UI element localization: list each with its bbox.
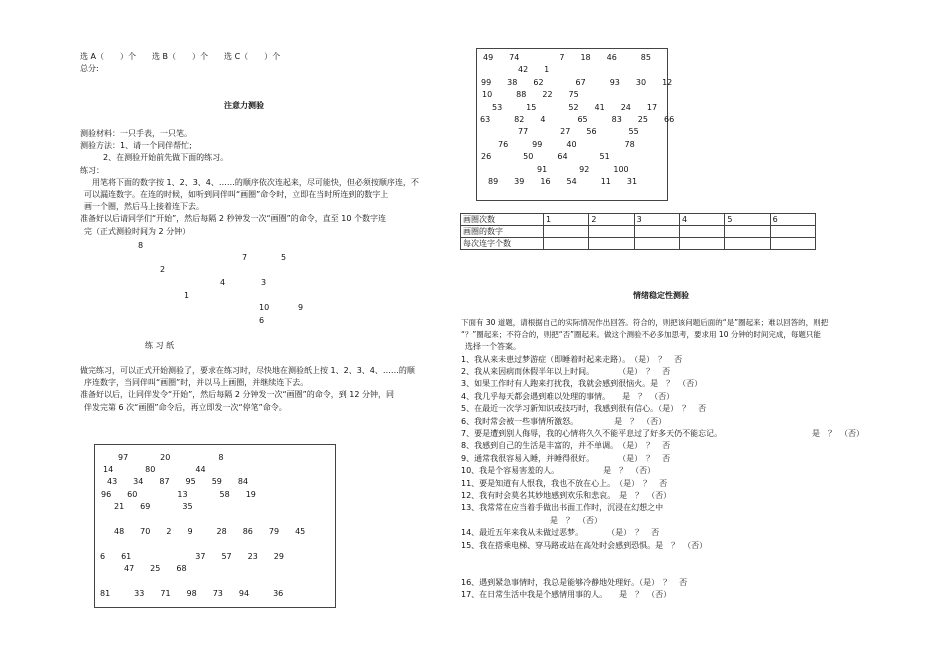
number-grid-row: 53 15 52 41 24 17 <box>492 103 658 112</box>
table-cell-empty[interactable] <box>544 226 589 238</box>
question-item: 2、我从来因病而休假半年以上时间。 （是） ？ 否 <box>461 367 671 376</box>
instruction-paragraph-4: 伴发完第 6 次“画圈”命令后，再立即发一次“停笔”命令。 <box>84 403 287 412</box>
instruction-paragraph-4: 准备好以后，让同伴发令“开始”，然后每隔 2 分钟发一次“画圈”的命令，到 12 分钟，同 <box>80 390 395 399</box>
number-grid-row: 48 70 2 9 28 86 79 45 <box>114 527 306 536</box>
table-cell-empty[interactable] <box>589 226 634 238</box>
emotion-test-intro: “？”圈起来；不符合的，则把“否”圈起来。做这个测验不必多加思考，要求用 10 分钟的时间完成，每题只能 <box>461 330 821 339</box>
practice-number: 7 <box>242 253 248 262</box>
number-grid-row: 63 82 4 65 83 25 66 <box>480 115 675 124</box>
question-item: 14、最近五年来我从未做过恶梦。 （是） ？ 否 <box>461 528 660 537</box>
table-cell-empty[interactable] <box>634 238 679 250</box>
question-item: 16、遇到紧急事情时，我总是能够冷静地处理好。（是） ？ 否 <box>461 578 688 587</box>
instruction-paragraph-1: 用笔将下面的数字按 1、2、3、4、……的顺序依次连起来，尽可能快，但必须按顺序连，不 <box>92 178 419 187</box>
question-item: 4、我几乎每天都会遇到难以处理的事情。 是 ？ （否） <box>461 392 675 401</box>
practice-number: 8 <box>138 241 144 250</box>
number-grid-row: 76 99 40 78 <box>498 140 635 149</box>
total-score-label: 总分: <box>80 64 99 73</box>
question-item-options: 是 ？ （否） <box>812 429 864 438</box>
practice-number: 3 <box>261 278 267 287</box>
number-grid-row: 6 61 37 57 23 29 <box>100 552 284 561</box>
number-grid-row: 97 20 8 <box>118 453 224 462</box>
answer-count-line: 选 A（ ）个 选 B（ ）个 选 C（ ）个 <box>80 52 281 61</box>
instruction-paragraph-1: 画一个圈，然后马上接着连下去。 <box>84 202 204 211</box>
number-grid-row: 81 33 71 98 73 94 36 <box>100 589 284 598</box>
emotion-test-title: 情绪稳定性测验 <box>633 291 689 300</box>
question-item: 7、要是遭到别人侮辱，我的心情将久久不能平息过了好多天仍不能忘记。 <box>461 429 723 438</box>
number-grid-row: 89 39 16 54 11 31 <box>488 177 638 186</box>
number-grid-row: 99 38 62 67 93 30 12 <box>481 78 673 87</box>
attention-test-title: 注意力测验 <box>224 101 264 110</box>
practice-number: 10 <box>259 303 270 312</box>
emotion-test-intro: 下面有 30 道题，请根据自己的实际情况作出回答。符合的，则把该问题后面的“是”圈起来；难以回答的，则把 <box>461 318 829 327</box>
instruction-paragraph-1: 可以漏连数字。在连的时候，如听到同伴叫“画圈”命令时，立即在当时所连到的数字上 <box>84 190 389 199</box>
question-item: 8、我感到自己的生活是丰富的，并不单调。 （是） ？ 否 <box>461 441 671 450</box>
question-item: 15、我在搭乘电梯、穿马路或站在高处时会感到恐惧。是 ？ （否） <box>461 541 708 550</box>
practice-label: 练习： <box>80 166 104 175</box>
table-cell-empty[interactable] <box>589 238 634 250</box>
test-method-step-1: 测验方法：1、请一个同伴帮忙; <box>80 141 192 150</box>
practice-paper-label: 练 习 纸 <box>145 341 175 350</box>
number-grid-row: 96 60 13 58 19 <box>101 490 256 499</box>
practice-number: 4 <box>220 278 226 287</box>
number-grid-row: 10 88 22 75 <box>482 90 579 99</box>
table-cell: 每次连字个数 <box>461 238 544 250</box>
table-row <box>461 238 816 250</box>
question-item: 10、我是个容易害羞的人。 是 ？ （否） <box>461 466 656 475</box>
table-cell: 3 <box>634 214 679 226</box>
test-method-step-2: 2、在测验开始前先做下面的练习。 <box>103 153 229 162</box>
table-cell: 4 <box>679 214 724 226</box>
table-cell: 5 <box>725 214 770 226</box>
table-cell: 2 <box>589 214 634 226</box>
question-item: 5、在最近一次学习新知识或技巧时，我感到很有信心。（是） ？ 否 <box>461 404 707 413</box>
practice-number: 5 <box>281 253 287 262</box>
practice-number: 6 <box>259 316 265 325</box>
question-item: 17、在日常生活中我是个感情用事的人。 是 ？ （否） <box>461 590 672 599</box>
table-cell-empty[interactable] <box>770 226 815 238</box>
question-item: 11、要是知道有人恨我，我也不放在心上。 （是） ？ 否 <box>461 479 668 488</box>
number-grid-row: 14 80 44 <box>103 465 206 474</box>
number-grid-row: 42 1 <box>518 65 550 74</box>
question-item: 9、通常我很容易入睡，并睡得很好。 （是） ？ 否 <box>461 454 671 463</box>
number-grid-row: 43 34 87 95 59 84 <box>107 477 249 486</box>
number-grid-row: 21 69 35 <box>114 502 193 511</box>
table-cell-empty[interactable] <box>725 238 770 250</box>
table-cell-empty[interactable] <box>725 226 770 238</box>
question-item: 13、我常常在应当着手做出书面工作时，沉浸在幻想之中 <box>461 503 664 512</box>
instruction-paragraph-2: 完（正式测验时间为 2 分钟） <box>84 227 191 236</box>
instruction-paragraph-3: 序连数字，当同伴叫“画圈”时，并以马上画圈，并继续连下去。 <box>84 378 309 387</box>
table-cell: 画圈次数 <box>461 214 544 226</box>
practice-number: 9 <box>298 303 304 312</box>
emotion-test-intro: 选择一个答案。 <box>465 342 521 351</box>
number-grid-row: 26 50 64 51 <box>481 152 610 161</box>
test-materials: 测验材料：一只手表，一只笔。 <box>80 129 192 138</box>
table-cell-empty[interactable] <box>679 226 724 238</box>
circle-record-table <box>460 213 816 250</box>
instruction-paragraph-3: 做完练习，可以正式开始测验了，要求在练习时，尽快地在测验纸上按 1、2、3、4、……的顺 <box>80 366 415 375</box>
number-grid-row: 91 92 100 <box>537 165 629 174</box>
question-item: 3、如果工作时有人跑来打扰我，我就会感到很恼火。是 ？ （否） <box>461 379 703 388</box>
question-item: 1、我从来未患过梦游症（即睡着时起来走路）。 （是） ？ 否 <box>461 355 683 364</box>
table-row <box>461 226 816 238</box>
practice-number: 2 <box>160 265 166 274</box>
table-cell-empty[interactable] <box>544 238 589 250</box>
table-cell-empty[interactable] <box>770 238 815 250</box>
table-cell-empty[interactable] <box>679 238 724 250</box>
table-cell: 画圈的数字 <box>461 226 544 238</box>
instruction-paragraph-2: 准备好以后请同学们“开始”，然后每隔 2 秒钟发一次“画圈”的命令，直至 10 个数字连 <box>80 214 387 223</box>
question-item-options: 是 ？ （否） <box>550 516 602 525</box>
table-cell-empty[interactable] <box>634 226 679 238</box>
table-cell: 6 <box>770 214 815 226</box>
number-grid-row: 49 74 7 18 46 85 <box>483 53 651 62</box>
question-item: 6、我时常会被一些事情所激怒。 是 ？ （否） <box>461 417 667 426</box>
table-header-row <box>461 214 816 226</box>
number-grid-row: 47 25 68 <box>124 564 187 573</box>
question-item: 12、我有时会莫名其妙地感到欢乐和悲哀。 是 ？ （否） <box>461 491 672 500</box>
number-grid-row: 77 27 56 55 <box>518 127 639 136</box>
practice-number: 1 <box>184 291 190 300</box>
table-cell: 1 <box>544 214 589 226</box>
